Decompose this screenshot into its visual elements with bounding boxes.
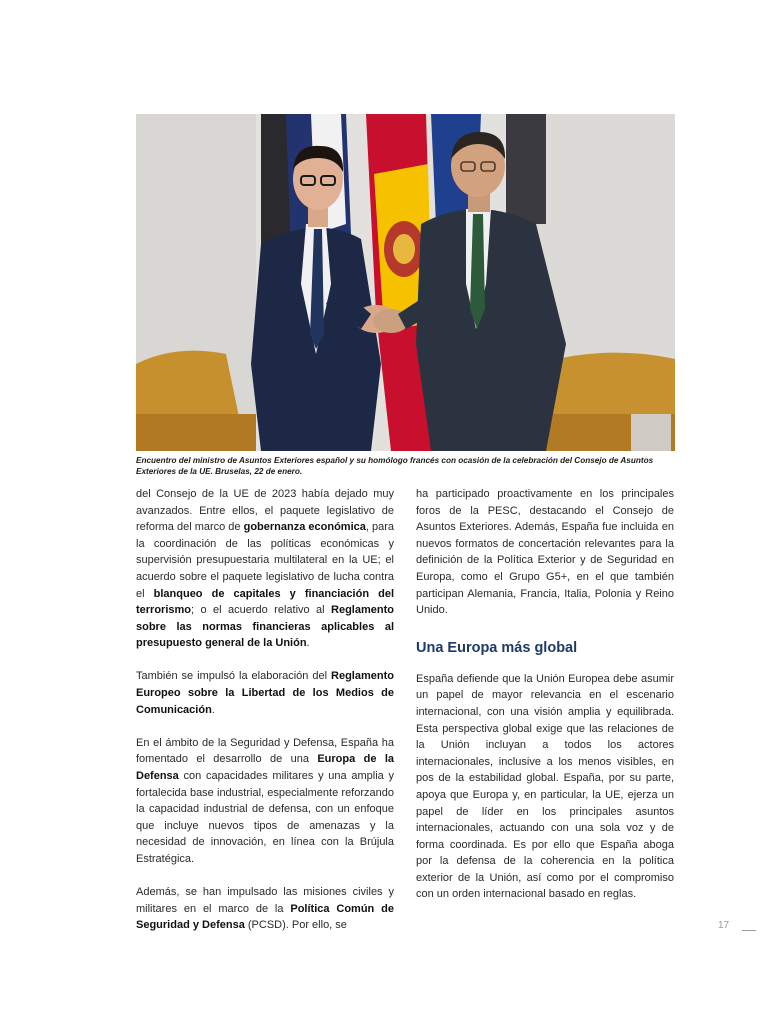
bold-term: Política Común de Seguridad y Defensa [136, 902, 394, 932]
bold-term: Reglamento sobre las normas financieras aplicables al presupuesto general de la Unión [136, 604, 394, 650]
page-number-rule [742, 930, 756, 931]
right-paragraph-2: España defiende que la Unión Europea debe asumir un papel de mayor relevancia en el escenario internacional, con una visión amplia y equilibrada. Esta perspectiva global exige que las relaciones de la Unión incluyan a todos los actores internacionales, inclusive a los menos visibles, en pos de la estabilidad global. España, por su parte, apoya que Europa y, en particular, la UE, ejerza un papel de líder en los principales asuntos internacionales, actuando con una sola voz y de forma coordinada. Es por ello que España aboga por la defensa de la coherencia en la política exterior de la Unión, así como por el compromiso con un orden internacional basado en reglas. [416, 672, 674, 901]
left-paragraph-4: Además, se han impulsado las misiones civiles y militares en el marco de la Política Común de Seguridad y Defensa (PCSD). Por ello, se [136, 885, 394, 932]
right-paragraph-1: ha participado proactivamente en los principales foros de la PESC, destacando el Consejo de Asuntos Exteriores. Además, España fue incluida en nuevos formatos de concertación relevantes para la definición de la Política Exterior y de Seguridad en Europa, como el Grupo G5+, en el que también participan Alemania, Francia, Italia, Polonia y Reino Unido. [416, 488, 674, 617]
right-column [416, 486, 674, 920]
bold-term: gobernanza económica [243, 521, 366, 534]
left-paragraph-1: del Consejo de la UE de 2023 había dejado muy avanzados. Entre ellos, el paquete legislativo de reforma del marco de gobernanza económica, para la coordinación de las políticas económicas y supervisión presupuestaria multilateral en la UE; el acuerdo sobre el paquete legislativo de lucha contra el blanqueo de capitales y financiación del terrorismo; o el acuerdo relativo al Reglamento sobre las normas financieras aplicables al presupuesto general de la Unión. [136, 488, 395, 650]
bold-term: Reglamento Europeo sobre la Libertad de los Medios de Comunicación [136, 670, 394, 716]
bold-term: Europa de la Defensa [136, 753, 394, 782]
left-paragraph-3: En el ámbito de la Seguridad y Defensa, España ha fomentado el desarrollo de una Europa de la Defensa con capacidades militares y una amplia y fortalecida base industrial, especialmente reforzando la capacidad industrial de defensa, con un enfoque que incluye nuevos tipos de amenazas y la necesidad de innovación, en línea con la Brújula Estratégica. [136, 736, 394, 865]
photo-caption: Encuentro del ministro de Asuntos Exteriores español y su homólogo francés con ocasión de la celebración del Consejo de Asuntos Exteriores de la UE. Bruselas, 22 de enero. [136, 456, 654, 476]
bold-term: blanqueo de capitales y financiación del terrorismo [136, 587, 394, 617]
left-column [136, 486, 394, 950]
photo-ministers-handshake [136, 114, 675, 451]
left-paragraph-2: También se impulsó la elaboración del Reglamento Europeo sobre la Libertad de los Medios de Comunicación. [136, 670, 394, 716]
section-heading: Una Europa más global [416, 639, 578, 656]
page-number: 17 [718, 920, 730, 931]
